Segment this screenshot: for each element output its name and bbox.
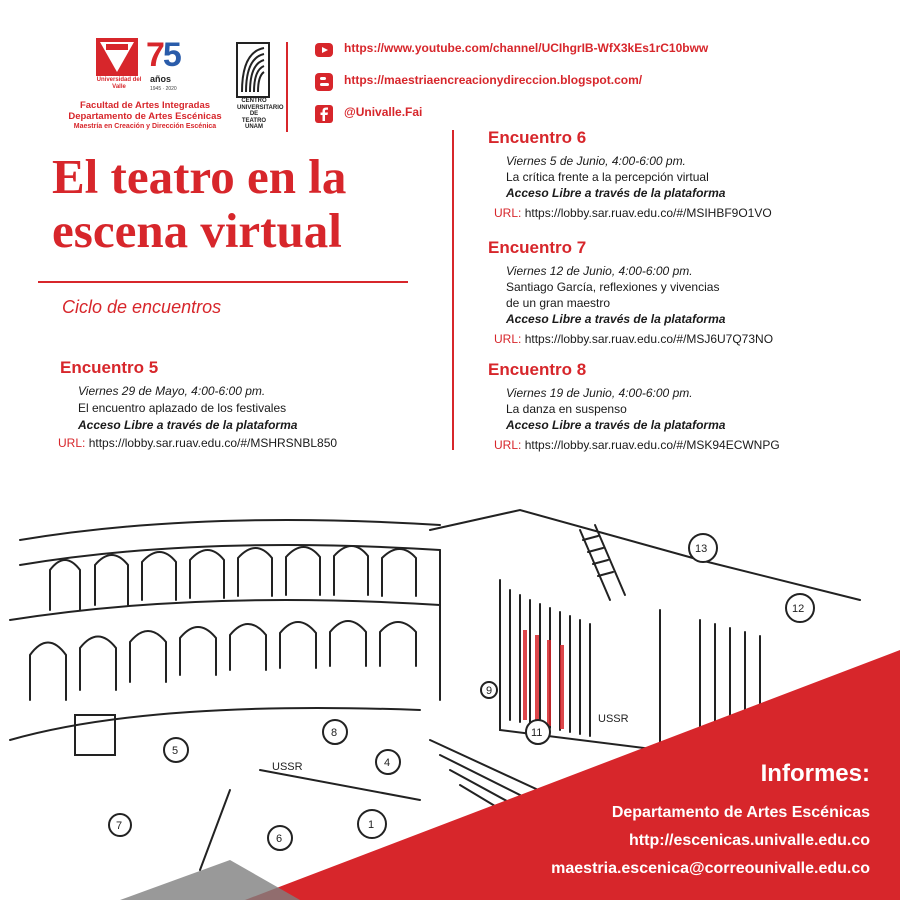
svg-text:7: 7 — [116, 820, 123, 832]
blogger-url: https://maestriaencreacionydireccion.blogspot.com/ — [344, 73, 643, 87]
encuentro-description: El encuentro aplazado de los festivales — [78, 401, 287, 415]
encuentro-url[interactable]: https://lobby.sar.ruav.edu.co/#/MSJ6U7Q73NO — [524, 332, 774, 346]
faculty-name: Facultad de Artes Integradas — [79, 100, 211, 111]
svg-text:USSR: USSR — [598, 713, 629, 725]
encuentro-access: Acceso Libre a través de la plataforma — [506, 418, 726, 432]
title-line-1: El teatro en la — [52, 149, 347, 204]
svg-text:1: 1 — [368, 819, 375, 831]
informes-website-link[interactable]: http://escenicas.univalle.edu.co — [629, 832, 870, 849]
encuentro-description: La crítica frente a la percepción virtual — [506, 170, 709, 184]
encuentro-description: Santiago García, reflexiones y vivencias — [506, 280, 720, 294]
encuentro-description: La danza en suspenso — [506, 402, 627, 416]
facebook-handle: @Univalle.Fai — [344, 105, 423, 119]
svg-text:USSR: USSR — [272, 761, 303, 773]
cut-unam-name: CENTRO UNIVERSITARIO DE TEATRO UNAM — [237, 98, 284, 130]
encuentro-access: Acceso Libre a través de la plataforma — [506, 186, 726, 200]
anniversary-years: 1945 · 2020 — [150, 86, 177, 92]
anniversary-number: 75 — [146, 36, 180, 74]
encuentro-heading: Encuentro 6 — [488, 128, 587, 147]
svg-text:12: 12 — [792, 603, 805, 615]
encuentro-url[interactable]: https://lobby.sar.ruav.edu.co/#/MSIHBF9O1VO — [524, 206, 772, 220]
anniversary-word: años — [150, 74, 172, 84]
informes-email-link[interactable]: maestria.escenica@correounivalle.edu.co — [551, 860, 870, 877]
informes-title: Informes: — [760, 760, 870, 787]
univalle-name: Universidad del Valle — [96, 77, 142, 90]
informes-department: Departamento de Artes Escénicas — [611, 804, 870, 821]
encuentro-date: Viernes 12 de Junio, 4:00-6:00 pm. — [506, 264, 693, 278]
department-name: Departamento de Artes Escénicas — [68, 111, 222, 122]
svg-text:4: 4 — [384, 757, 391, 769]
svg-text:6: 6 — [276, 833, 283, 845]
program-name: Maestría en Creación y Dirección Escénica — [73, 123, 217, 130]
encuentro-access: Acceso Libre a través de la plataforma — [506, 312, 726, 326]
encuentro-url[interactable]: https://lobby.sar.ruav.edu.co/#/MSHRSNBL850 — [88, 436, 338, 450]
svg-text:8: 8 — [331, 727, 338, 739]
encuentro-url[interactable]: https://lobby.sar.ruav.edu.co/#/MSK94ECWNPG — [524, 438, 780, 452]
encuentro-heading: Encuentro 7 — [488, 238, 587, 257]
url-label: URL: — [494, 332, 522, 346]
svg-text:5: 5 — [172, 745, 179, 757]
url-label: URL: — [494, 438, 522, 452]
youtube-url: https://www.youtube.com/channel/UCIhgrIB-WfX3kEs1rC10bww — [344, 41, 709, 55]
encuentro-date: Viernes 29 de Mayo, 4:00-6:00 pm. — [78, 384, 266, 398]
url-label: URL: — [494, 206, 522, 220]
svg-text:13: 13 — [695, 543, 708, 555]
encuentro-date: Viernes 19 de Junio, 4:00-6:00 pm. — [506, 386, 693, 400]
encuentro-heading: Encuentro 5 — [60, 358, 159, 377]
encuentro-description: de un gran maestro — [506, 296, 611, 310]
encuentro-access: Acceso Libre a través de la plataforma — [78, 418, 298, 432]
encuentro-date: Viernes 5 de Junio, 4:00-6:00 pm. — [506, 154, 686, 168]
title-line-2: escena virtual — [52, 203, 342, 258]
svg-text:11: 11 — [531, 727, 543, 739]
url-label: URL: — [58, 436, 86, 450]
svg-text:9: 9 — [486, 685, 493, 697]
encuentro-heading: Encuentro 8 — [488, 360, 587, 379]
subtitle: Ciclo de encuentros — [62, 297, 222, 317]
